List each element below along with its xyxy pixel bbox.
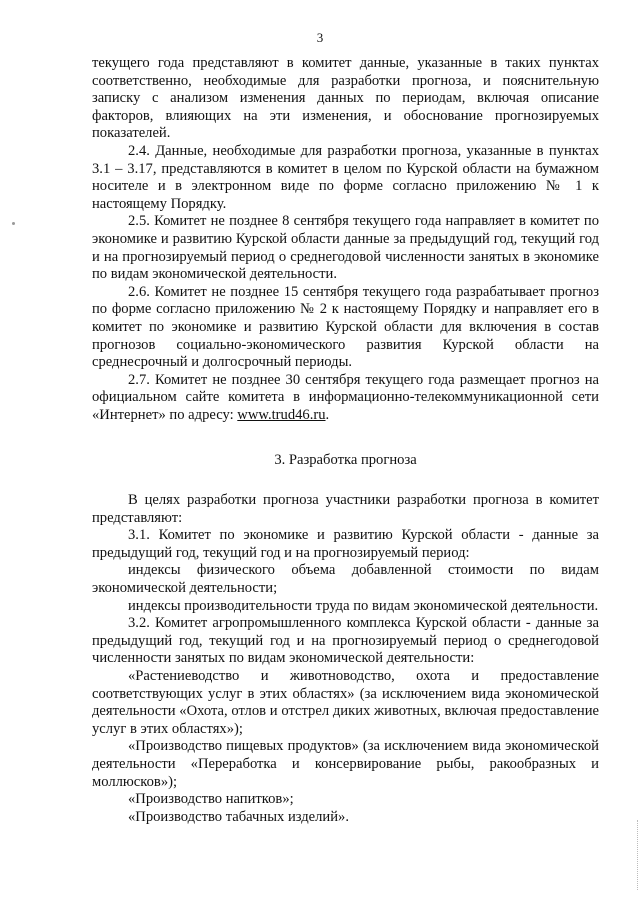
list-item: индексы физического объема добавленной стоимости по видам экономической деятельности; (92, 562, 599, 597)
paragraph-3-1: 3.1. Комитет по экономике и развитию Курской области - данные за предыдущий год, текущий год и на прогнозируемый период: (92, 527, 599, 561)
paragraph-2-5: 2.5. Комитет не позднее 8 сентября текущего года направляет в комитет по экономике и развитию Курской области данные за предыдущий год, текущий год и на прогнозируемый период о среднегодовой численности занятых в экономике по видам экономической деятельности. (92, 213, 599, 283)
paragraph-2-4: 2.4. Данные, необходимые для разработки прогноза, указанные в пунктах 3.1 – 3.17, представляются в комитет в целом по Курской области на бумажном носителе и в электронном виде по форме согласно приложению № 1 к настоящему Порядку. (92, 142, 599, 212)
paragraph-continuation: текущего года представляют в комитет данные, указанные в таких пунктах соответственно, необходимые для разработки прогноза, и пояснительную записку с анализом изменения данных по периодам, включая описание факторов, влияющих на эти изменения, и обоснование прогнозируемых показателей. (92, 55, 599, 142)
section-title: 3. Разработка прогноза (274, 452, 417, 469)
paragraph-2-7 (92, 372, 599, 425)
paragraph-2-7-end: . (325, 406, 330, 423)
website-link[interactable]: www.trud46.ru (237, 406, 326, 423)
scan-margin-dot (12, 222, 15, 225)
section-intro: В целях разработки прогноза участники разработки прогноза в комитет представляют: (92, 492, 599, 526)
list-item: «Производство пищевых продуктов» (за исключением вида экономической деятельности «Переработка и консервирование рыбы, ракообразных и моллюсков»); (92, 738, 599, 790)
page-number: 3 (316, 30, 324, 45)
list-item: «Производство табачных изделий». (128, 808, 350, 825)
list-item: «Растениеводство и животноводство, охота и предоставление соответствующих услуг в этих областях» (за исключением вида экономической деятельности «Охота, отлов и отстрел диких животных, включая предоставление услуг в этих областях»); (92, 668, 599, 737)
list-item: «Производство напитков»; (128, 791, 294, 808)
paragraph-2-6: 2.6. Комитет не позднее 15 сентября текущего года разрабатывает прогноз по форме согласно приложению № 2 к настоящему Порядку и направляет его в комитет по экономике и развитию Курской области для включения в состав прогнозов социально-экономического развития Курской области на среднесрочный и долгосрочный периоды. (92, 283, 599, 371)
paragraph-3-2: 3.2. Комитет агропромышленного комплекса Курской области - данные за предыдущий год, текущий год и на прогнозируемый период о среднегодовой численности занятых по видам экономической деятельности: (92, 615, 599, 667)
document-body (92, 55, 599, 826)
paragraph-2-7-text: 2.7. Комитет не позднее 30 сентября текущего года размещает прогноз на официальном сайте комитета в информационно-телекоммуникационной сети «Интернет» по адресу: (92, 371, 599, 423)
scan-edge-mark (633, 820, 638, 890)
list-item: индексы производительности труда по видам экономической деятельности. (128, 597, 599, 614)
